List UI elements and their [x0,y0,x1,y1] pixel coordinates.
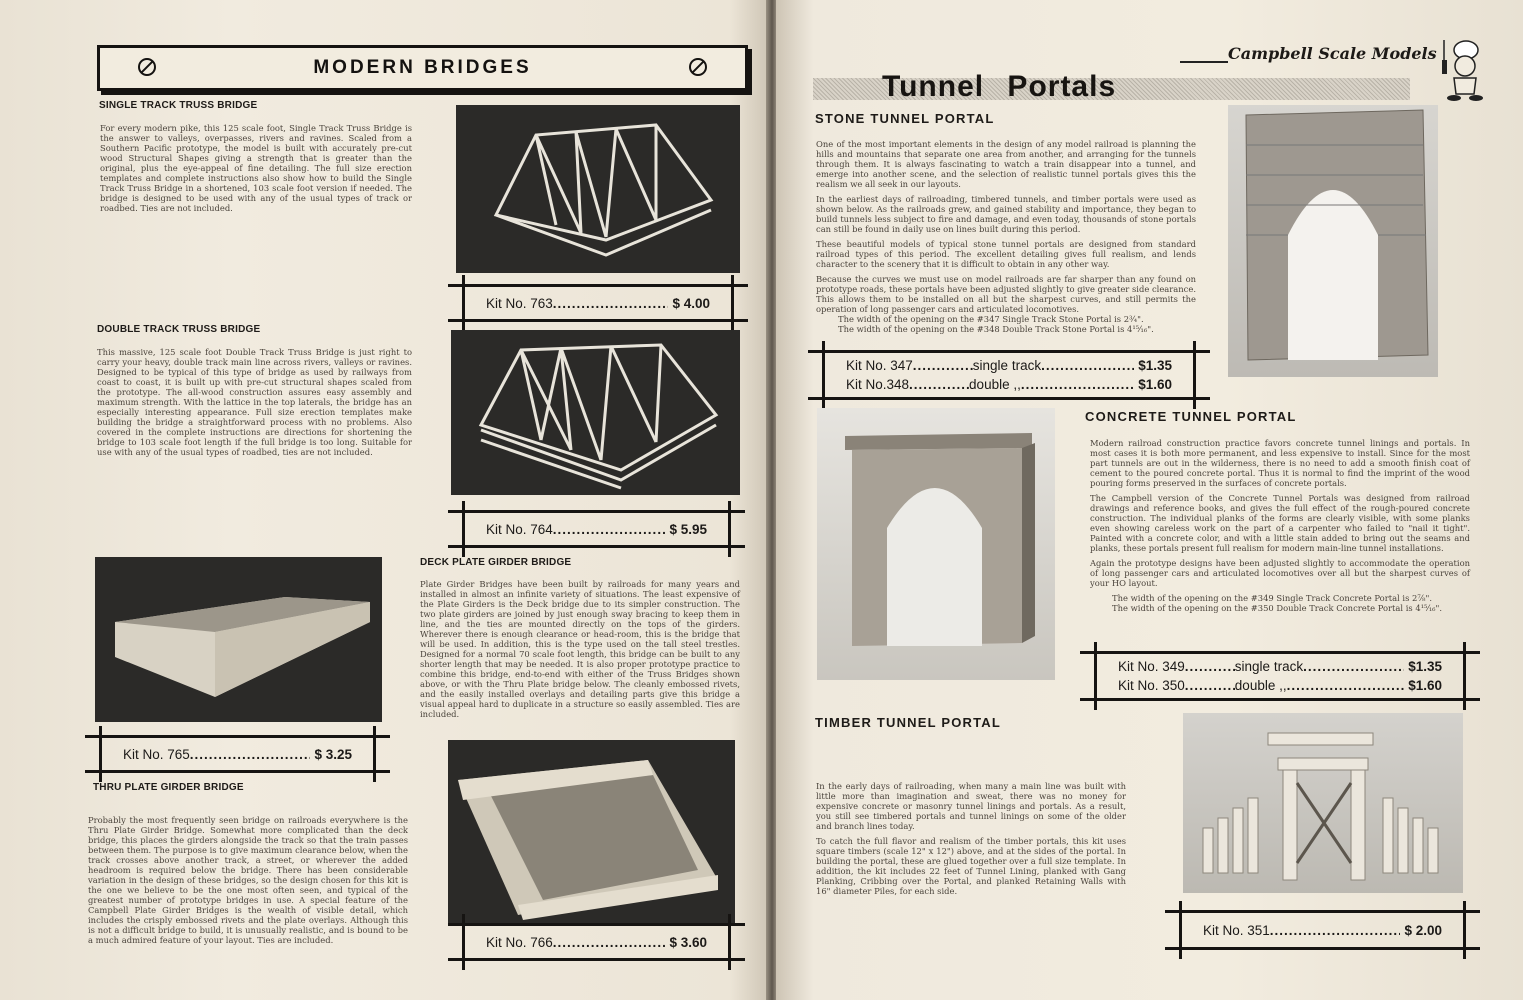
paragraph: These beautiful models of typical stone tunnel portals are designed from standard railroad types of this period. The excellent detailing gives full realism, and lends character to the scenery that it is difficult to obtain in any other way. [816,239,1196,269]
kit-number: Kit No. 347 [846,358,913,373]
paragraph: To catch the full flavor and realism of the timber portals, this kit uses square timbers (scale 12" x 12") above, and at the sides of the portal. In building the portal, these are glued together over a full size template. In addition, the kit includes 22 feet of Tunnel Lining, planked with Gang Planking, Cribbing over the Portal, and planked Retaining Walls with 16" diameter Piles, for each side. [816,836,1126,896]
right-page [776,0,1523,1000]
kit-number: Kit No. 765 [123,746,190,762]
product-description: For every modern pike, this 125 scale foot, Single Track Truss Bridge is the answer to valleys, overpasses, rivers and ravines. Scaled from a Southern Pacific prototype, the model is built with accurately pre-cut wood Structural Shapes giving a strength that is greater than the original, plus the eye-appeal of fine detailing. The full size erection templates and complete instructions also show how to build the Single Track Truss Bridge in a shortened, 103 scale foot version if needed. The bridge is designed to be used with any of the usual types of track or roadbed. Ties are not included. [100,123,412,213]
brand-name: Campbell Scale Models [1228,44,1437,63]
truss-bridge-image [456,105,740,273]
timber-portal-photo [1183,713,1463,893]
stone-portal-image [1228,105,1438,377]
thru-plate-girder-photo [448,740,735,925]
concrete-portal-image [817,408,1055,680]
thru-plate-girder-image [448,740,735,925]
product-description [1090,438,1470,613]
deck-plate-girder-photo [95,557,382,722]
kit-price: $ 3.25 [314,746,352,762]
product-description: Plate Girder Bridges have been built by railroads for many years and installed in almost an infinite variety of situations. The least expensive of the Plate Girders is the Deck bridge due to its simpler construction. The two plate girders are joined by just enough sway bracing to keep them in line, and the ties are mounted directly on the tops of the girders. Wherever there is enough clearance or head-room, this is the bridge that will be used. In addition, this is the type used on the tall steel trestles. Designed for a normal 70 scale foot length, this bridge can be built to any shorter length that may be needed. It is also proper prototype practice to combine this bridge, end-to-end with either of the Truss Bridges shown above, or with the Thru Plate bridge below. The cleanly embossed rivets, and the easily installed overlays and detailing parts give this bridge a visual appeal hard to duplicate in a structure so easily assembled. Ties are included. [420,579,740,719]
leader-dots [553,294,669,313]
double-truss-bridge-image [451,330,740,495]
kit-price: $ 3.60 [669,934,707,950]
leader-dots [909,375,969,394]
section-title: MODERN BRIDGES [313,57,532,78]
leader-dots [1021,375,1134,394]
price-box [448,923,745,961]
paragraph: One of the most important elements in the design of any model railroad is planning the hills and mountains that separate one area from another, and arranging for the tunnels through them. It is always fascinating to watch a train disappear into a tunnel, and emerge into another scene, and the selection of realistic tunnel portals gives this the realism we all seek in our layouts. [816,139,1196,189]
price-box [85,735,390,773]
product-heading: TIMBER TUNNEL PORTAL [815,715,1002,730]
track-type: double ,, [1234,678,1287,693]
leader-dots [1185,657,1235,676]
product-heading: DOUBLE TRACK TRUSS BRIDGE [97,324,261,335]
kit-number: Kit No. 351 [1203,922,1270,938]
price-box [448,284,748,322]
price-box [808,350,1210,400]
stone-portal-photo [1228,105,1438,377]
paragraph: Modern railroad construction practice favors concrete tunnel linings and portals. In most cases it is both more permanent, and less expensive to install. Since for the most part tunnels are out in the wilderness, there is no need to add a smooth finish coat of cement to the poured concrete portal. Thus it is normal to find the imprint of the wood pouring forms preserved in the surfaces of concrete portals. [1090,438,1470,488]
product-heading: THRU PLATE GIRDER BRIDGE [93,782,244,793]
opening-note: The width of the opening on the #347 Single Track Stone Portal is 2¾". [838,314,1144,324]
leader-dots [553,933,666,952]
leader-dots [1303,657,1404,676]
paragraph: In the earliest days of railroading, timbered tunnels, and timber portals were used as shown below. As the railroads grew, and gained stability and importance, they began to build tunnels less subject to fire and damage, and even today, thousands of stone portals can still be found in daily use on lines built during this period. [816,194,1196,234]
product-description [816,139,1196,334]
product-description: Probably the most frequently seen bridge on railroads everywhere is the Thru Plate Girder Bridge. Somewhat more complicated than the deck bridge, this places the girders alongside the track so that the train passes between them. The purpose is to give maximum clearance below, when the track crosses above another track, a street, or wherever the added headroom is required below the bridge. There has been considerable variation in the design of these bridges, so the design chosen for this kit is the one we believe to be the one most often seen, and typical of the greatest number of prototype bridges in use. A special feature of the Campbell Plate Girder Bridges is the wealth of visible detail, which includes the crisply embossed rivets and the plate overlays. Although this is not a difficult bridge to build, it is unusually realistic, and is bound to be a much admired feature of your layout. Ties are included. [88,815,408,945]
kit-price: $1.60 [1408,678,1442,693]
leader-dots [190,745,311,764]
paragraph: In the early days of railroading, when many a main line was built with little more than imagination and sweat, there was no money for expensive concrete or masonry tunnel linings and portals. As a result, you still see timbered portals and tunnel linings on some of the older and branch lines today. [816,781,1126,831]
kit-price: $ 4.00 [672,295,710,311]
concrete-portal-photo [817,408,1055,680]
double-truss-bridge-photo [451,330,740,495]
mascot-logo [1440,38,1492,104]
price-box [448,510,745,548]
kit-number: Kit No. 763 [486,295,553,311]
product-heading: CONCRETE TUNNEL PORTAL [1085,409,1297,424]
brand-rule [1180,61,1228,63]
leader-dots [1041,356,1134,375]
page-title: Tunnel Portals [882,70,1117,103]
paragraph: The Campbell version of the Concrete Tunnel Portals was designed from railroad drawings and reference books, and gives the full effect of the rough-poured concrete construction. The individual planks of the forms are clearly visible, with some planks even showing careless work on the part of a carpenter who failed to "nail it tight". Painted with a concrete color, and with a little stain added to bring out the seams and planks, these portals present full realism for modern main-line tunnel installations. [1090,493,1470,553]
price-box [1165,910,1480,950]
leader-dots [1287,676,1405,695]
opening-note: The width of the opening on the #349 Single Track Concrete Portal is 2⅞". [1112,593,1432,603]
kit-number: Kit No. 350 [1118,678,1185,693]
truss-bridge-photo [456,105,740,273]
leader-dots [913,356,973,375]
opening-note: The width of the opening on the #350 Double Track Concrete Portal is 4¹⁵⁄₁₆". [1112,603,1443,613]
kit-price: $1.60 [1138,377,1172,392]
section-banner [97,45,748,91]
product-description: This massive, 125 scale foot Double Track Truss Bridge is just right to carry your heavy, double track main line across rivers, valleys or ravines. Designed to be typical of this type of bridge as used by railways from coast to coast, it is built up with pre-cut structural shapes scaled from the prototype. The all-wood construction assures easy assembly and maximum strength. With the lattice in the top laterals, the bridge has an especially interesting appearance. Full size erection templates make building the bridge a straightforward process with no problems. Also covered in the complete instructions are directions for shortening the bridge to 103 scale foot length if the full bridge is too long. Suitable for use with any of the usual types of roadbed, ties are not included. [97,347,412,457]
kit-number: Kit No.348 [846,377,910,392]
price-box [1080,651,1480,701]
paragraph: Because the curves we must use on model railroads are far sharper than any found on prototype roads, these portals have been adjusted slightly to give greater side clearance. This allows them to be installed on all but the sharpest curves, and still permits the operation of long passenger cars and articulated locomotives. [816,274,1196,314]
track-type: single track [972,358,1042,373]
product-heading: DECK PLATE GIRDER BRIDGE [420,557,572,568]
product-description [816,781,1126,901]
kit-price: $1.35 [1138,358,1172,373]
product-heading: STONE TUNNEL PORTAL [815,111,995,126]
leader-dots [1185,676,1235,695]
timber-portal-image [1183,713,1463,893]
deck-plate-girder-image [95,557,382,722]
kit-price: $ 2.00 [1404,922,1442,938]
kit-price: $ 5.95 [669,521,707,537]
track-type: double ,, [969,377,1021,392]
opening-note: The width of the opening on the #348 Double Track Stone Portal is 4¹⁵⁄₁₆". [838,324,1154,334]
leader-dots [553,520,666,539]
paragraph: Again the prototype designs have been adjusted slightly to accommodate the operation of long passenger cars and articulated locomotives over all but the sharpest curves of your HO layout. [1090,558,1470,588]
leader-dots [1270,921,1401,940]
screw-icon [689,58,707,76]
kit-number: Kit No. 764 [486,521,553,537]
kit-number: Kit No. 766 [486,934,553,950]
product-heading: SINGLE TRACK TRUSS BRIDGE [99,100,258,111]
kit-number: Kit No. 349 [1118,659,1185,674]
track-type: single track [1234,659,1304,674]
kit-price: $1.35 [1408,659,1442,674]
